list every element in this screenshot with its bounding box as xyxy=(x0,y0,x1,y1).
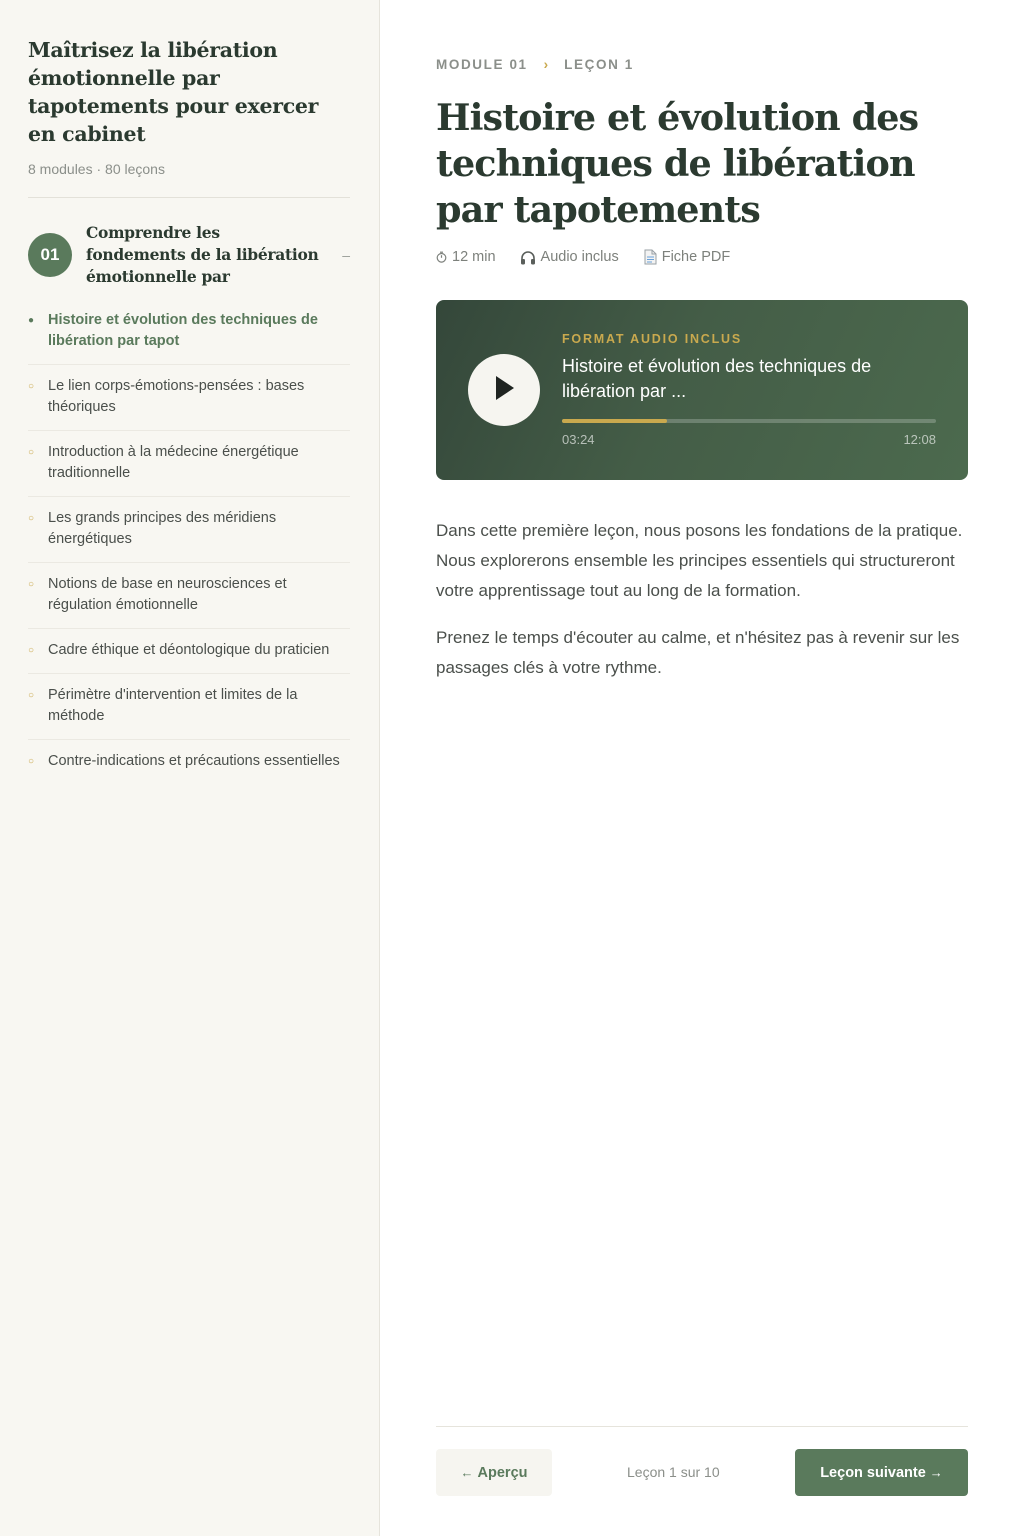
lesson-label: Introduction à la médecine énergétique traditionnelle xyxy=(48,444,299,481)
page-title: Histoire et évolution des techniques de libération par tapotements xyxy=(436,96,919,231)
audio-progress-fill xyxy=(562,419,667,423)
course-sidebar xyxy=(0,0,380,1536)
previous-label: Aperçu xyxy=(477,1464,528,1481)
course-meta: 8 modules · 80 leçons xyxy=(28,161,165,177)
lesson-label: Périmètre d'intervention et limites de la méthode xyxy=(48,687,298,724)
module-title: Comprendre les fondements de la libération émotionnelle par xyxy=(86,223,319,286)
lesson-meta xyxy=(436,249,754,265)
lesson-body xyxy=(436,516,968,683)
duration-meta xyxy=(436,249,496,265)
breadcrumb-lesson: LEÇON 1 xyxy=(564,57,634,72)
duration-text: 12 min xyxy=(452,249,496,265)
next-label: Leçon suivante xyxy=(820,1464,926,1481)
lesson-list xyxy=(28,310,350,784)
module-header[interactable] xyxy=(28,222,350,288)
timer-icon xyxy=(436,251,447,263)
lesson-item[interactable] xyxy=(28,431,350,497)
body-paragraph: Prenez le temps d'écouter au calme, et n'hésitez pas à revenir sur les passages clés à votre rythme. xyxy=(436,628,960,677)
lesson-label: Notions de base en neurosciences et régulation émotionnelle xyxy=(48,576,287,613)
pdf-text: Fiche PDF xyxy=(661,249,731,265)
lesson-pager: Leçon 1 sur 10 xyxy=(627,1464,720,1480)
lesson-label: Le lien corps-émotions-pensées : bases théoriques xyxy=(48,378,305,415)
sidebar-divider xyxy=(28,197,350,198)
headphones-icon xyxy=(520,250,536,265)
lesson-status-icon: ○ xyxy=(28,645,35,656)
collapse-icon[interactable]: – xyxy=(342,247,350,263)
total-time: 12:08 xyxy=(903,432,936,447)
course-title: Maîtrisez la libération émotionnelle par tapotements pour exercer en cabinet xyxy=(28,38,319,146)
lesson-item[interactable] xyxy=(28,629,350,674)
audio-format-label: FORMAT AUDIO INCLUS xyxy=(562,332,743,346)
arrow-left-icon: ← xyxy=(460,1465,474,1480)
lesson-item[interactable] xyxy=(28,365,350,431)
current-time: 03:24 xyxy=(562,432,595,447)
audio-info xyxy=(562,332,936,447)
body-paragraph: Dans cette première leçon, nous posons les fondations de la pratique. Nous explorerons ensemble les principes essentiels qui structureront votre apprentissage tout au long de la formation. xyxy=(436,521,963,600)
lesson-label: Contre-indications et précautions essentielles xyxy=(48,753,340,769)
lesson-status-icon: ○ xyxy=(28,756,35,767)
pdf-meta[interactable] xyxy=(643,249,731,265)
audio-meta xyxy=(520,249,619,265)
lesson-status-icon: ○ xyxy=(28,447,35,458)
lesson-item[interactable] xyxy=(28,497,350,563)
footer-divider xyxy=(436,1426,968,1427)
document-icon xyxy=(643,249,657,265)
audio-title: Histoire et évolution des techniques de libération par ... xyxy=(562,356,872,401)
arrow-right-icon: → xyxy=(929,1465,943,1480)
lesson-status-icon: ● xyxy=(28,315,35,326)
previous-button[interactable] xyxy=(436,1449,552,1496)
breadcrumb xyxy=(436,57,634,72)
play-icon xyxy=(493,375,515,406)
next-lesson-button[interactable] xyxy=(795,1449,968,1496)
lesson-item[interactable] xyxy=(28,674,350,740)
lesson-label: Les grands principes des méridiens énergétiques xyxy=(48,510,277,547)
lesson-status-icon: ○ xyxy=(28,381,35,392)
breadcrumb-module[interactable]: MODULE 01 xyxy=(436,57,528,72)
play-button[interactable] xyxy=(468,354,540,426)
lesson-label: Histoire et évolution des techniques de libération par tapot xyxy=(48,312,318,349)
lesson-status-icon: ○ xyxy=(28,513,35,524)
lesson-content xyxy=(436,0,968,1536)
audio-text: Audio inclus xyxy=(540,249,619,265)
module-number-badge: 01 xyxy=(28,233,72,277)
lesson-item[interactable] xyxy=(28,310,350,365)
lesson-status-icon: ○ xyxy=(28,690,35,701)
audio-time-row xyxy=(562,432,936,447)
chevron-right-icon: › xyxy=(543,57,549,72)
lesson-item[interactable] xyxy=(28,563,350,629)
audio-player xyxy=(436,300,968,480)
lesson-item[interactable] xyxy=(28,740,350,784)
lesson-label: Cadre éthique et déontologique du praticien xyxy=(48,642,330,658)
lesson-status-icon: ○ xyxy=(28,579,35,590)
audio-progress-bar[interactable] xyxy=(562,419,936,423)
